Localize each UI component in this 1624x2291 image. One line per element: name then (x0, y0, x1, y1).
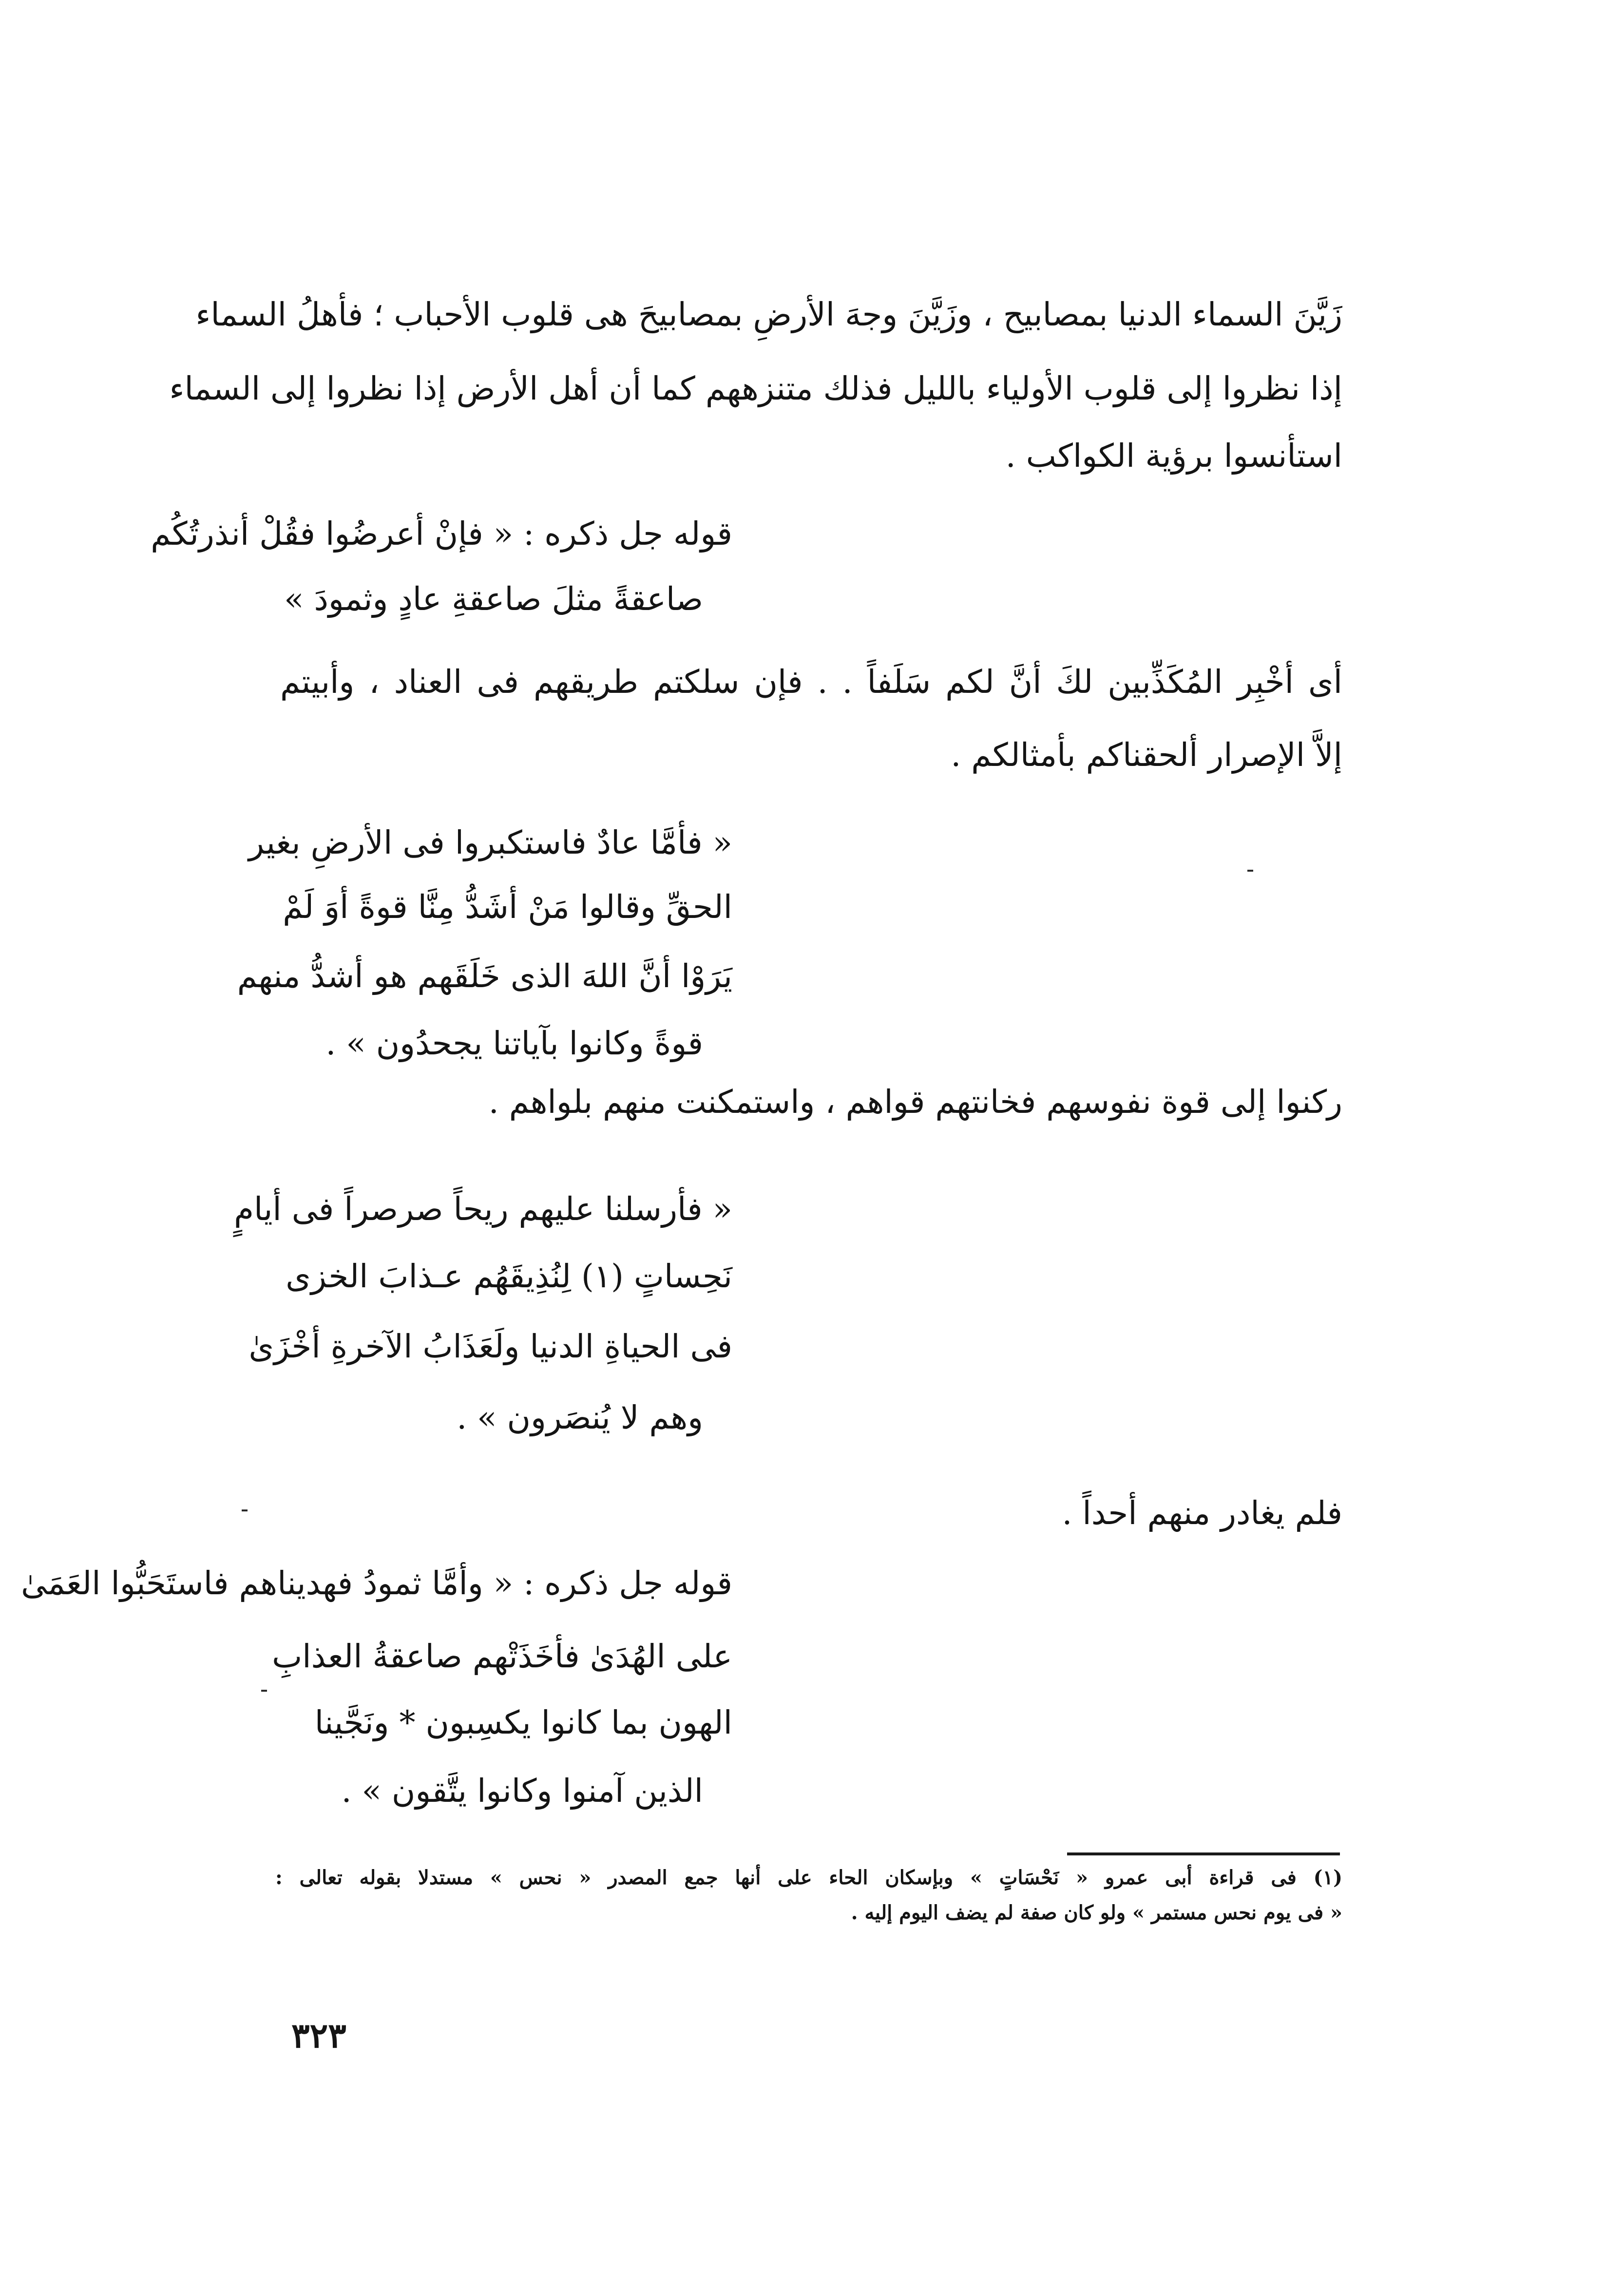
paragraph-1-line-1: زَيَّنَ السماء الدنيا بمصابيح ، وزَيَّنَ وجهَ الأرضِ بمصابيحَ هى قلوب الأحباب ؛ فأهلُ السماء (195, 296, 1342, 333)
paragraph-4-line-1: فلم يغادر منهم أحداً . (1062, 1494, 1342, 1532)
verse-4-line-1: قوله جل ذكره : « وأمَّا ثمودُ فهديناهم فاستَحَبُّوا العَمَىٰ (21, 1565, 732, 1602)
verse-2-line-2: الحقِّ وقالوا مَنْ أشَدُّ مِنَّا قوةً أوَ لَمْ (283, 888, 732, 926)
paragraph-2-line-2: إلاَّ الإصرار ألحقناكم بأمثالكم . (951, 736, 1342, 774)
footnote-line-2: « فى يوم نحس مستمر » ولو كان صفة لم يضف اليوم إليه . (851, 1901, 1342, 1924)
verse-3-line-2: نَحِساتٍ (١) لِنُذِيقَهُم عـذابَ الخزى (286, 1258, 732, 1295)
scan-speck (242, 1509, 248, 1511)
paragraph-3-line-1: ركنوا إلى قوة نفوسهم فخانتهم قواهم ، واستمكنت منهم بلواهم . (488, 1083, 1342, 1121)
verse-4-line-3: الهون بما كانوا يكسِبون * ونَجَّينا (314, 1704, 732, 1741)
verse-4-line-2: على الهُدَىٰ فأخَذَتْهم صاعقةُ العذابِ (272, 1638, 732, 1675)
verse-2-line-4: قوةً وكانوا بآياتنا يجحدُون » . (325, 1025, 703, 1062)
footnote-line-1: (١) فى قراءة أبى عمرو « نَحْسَاتٍ » وبإسكان الحاء على أنها جمع المصدر « نحس » مستدلا بقوله تعالى : (275, 1866, 1342, 1889)
verse-2-line-3: يَرَوْا أنَّ اللهَ الذى خَلَقَهم هو أشدُّ منهم (237, 957, 732, 995)
verse-3-line-3: فى الحياةِ الدنيا ولَعَذَابُ الآخرةِ أخْزَىٰ (248, 1328, 732, 1365)
verse-1-line-1: قوله جل ذكره : « فإنْ أعرضُوا فقُلْ أنذرتُكُم (151, 515, 732, 553)
paragraph-1-line-3: استأنسوا برؤية الكواكب . (1005, 437, 1342, 475)
page-number: ٣٢٣ (291, 2015, 346, 2056)
verse-1-line-2: صاعقةً مثلَ صاعقةِ عادٍ وثمودَ » (284, 580, 703, 618)
footnote-separator (1067, 1852, 1340, 1855)
scan-speck (1247, 870, 1253, 872)
verse-2-line-1: « فأمَّا عادٌ فاستكبروا فى الأرضِ بغير (248, 824, 732, 861)
paragraph-2-line-1: أى أخْبِر المُكَذِّبين لكَ أنَّ لكم سَلَفاً . . فإن سلكتم طريقهم فى العناد ، وأبيتم (280, 663, 1342, 701)
verse-4-line-4: الذين آمنوا وكانوا يتَّقون » . (341, 1772, 703, 1810)
verse-3-line-4: وهم لا يُنصَرون » . (457, 1399, 703, 1436)
verse-3-line-1: « فأرسلنا عليهم ريحاً صرصراً فى أيامٍ (234, 1190, 732, 1228)
paragraph-1-line-2: إذا نظروا إلى قلوب الأولياء بالليل فذلك متنزههم كما أن أهل الأرض إذا نظروا إلى السماء (169, 370, 1342, 407)
scan-speck (261, 1690, 267, 1692)
